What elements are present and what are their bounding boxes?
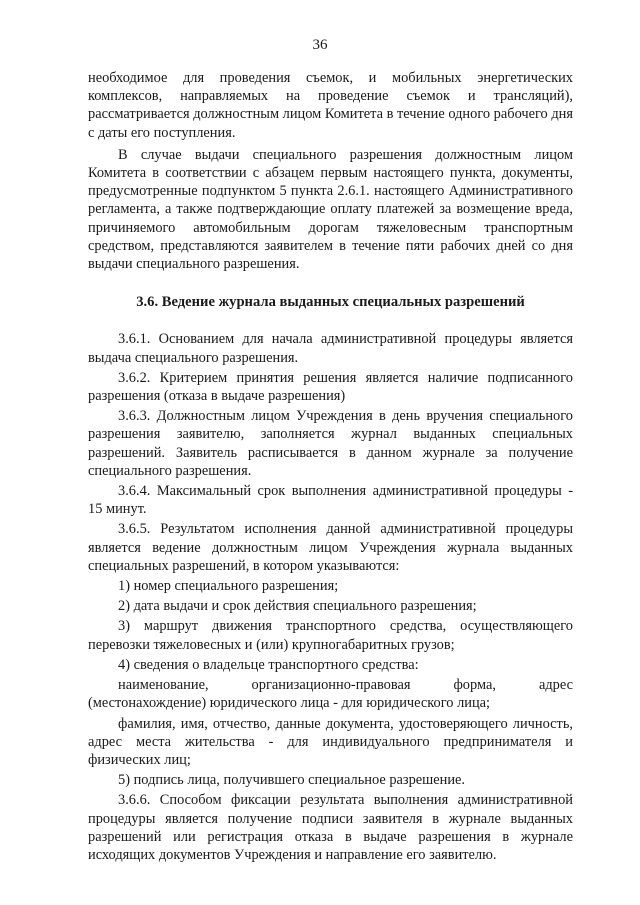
paragraph-3-6-3: 3.6.3. Должностным лицом Учреждения в день вручения специального разрешения заявителю, заполняется журнал выданных специальных разрешений. Заявитель расписывается в данном журнале за получение специального разрешения. (88, 408, 573, 479)
list-item-4-legal-entity: наименование, организационно-правовая форма, адрес (местонахождение) юридического лица - для юридического лица; (88, 677, 573, 712)
paragraph-3-6-2: 3.6.2. Критерием принятия решения является наличие подписанного разрешения (отказа в выдаче разрешения) (88, 369, 573, 405)
intro-paragraph: В случае выдачи специального разрешения должностным лицом Комитета в соответствии с абзацем первым настоящего пункта, документы, предусмотренные подпунктом 5 пункта 2.6.1. настоящего Административного регламента, а также подтверждающие оплату платежей за возмещение вреда, причиняемого автомобильным дорогам тяжеловесным транспортным средством, представляются заявителем в течение пяти рабочих дней со дня выдачи специального разрешения. (88, 146, 573, 273)
paragraph-3-6-5: 3.6.5. Результатом исполнения данной административной процедуры является ведение должностным лицом Учреждения журнала выданных специальных разрешений, в котором указываются: (88, 521, 573, 574)
list-item-5: 5) подпись лица, получившего специальное разрешение. (118, 772, 466, 789)
paragraph-3-6-6: 3.6.6. Способом фиксации результата выполнения административной процедуры является получение подписи заявителя в журнале выданных разрешений или регистрация отказа в выдаче разрешения в журнале исходящих документов Учреждения и направление его заявителю. (88, 792, 573, 863)
list-item-4: 4) сведения о владельце транспортного средства: (118, 656, 419, 673)
paragraph-3-6-1: 3.6.1. Основанием для начала административной процедуры является выдача специального разрешения. (88, 331, 573, 366)
list-item-4-individual: фамилия, имя, отчество, данные документа, удостоверяющего личность, адрес места жительства - для индивидуального предпринимателя и физических лиц; (88, 715, 573, 768)
list-item-3: 3) маршрут движения транспортного средства, осуществляющего перевозки тяжеловесных и (или) крупногабаритных грузов; (88, 618, 573, 653)
page-number: 36 (312, 37, 328, 53)
list-item-2: 2) дата выдачи и срок действия специального разрешения; (118, 598, 477, 615)
page-body (88, 69, 573, 864)
list-item-1: 1) номер специального разрешения; (118, 578, 339, 595)
paragraph-3-6-4: 3.6.4. Максимальный срок выполнения административной процедуры - 15 минут. (88, 483, 573, 518)
intro-continuation-paragraph: необходимое для проведения съемок, и мобильных энергетических комплексов, направляемых на проведение съемок и трансляций), рассматривается должностным лицом Комитета в течение одного рабочего дня с даты его поступления. (88, 70, 573, 141)
section-heading: 3.6. Ведение журнала выданных специальных разрешений (136, 294, 525, 311)
